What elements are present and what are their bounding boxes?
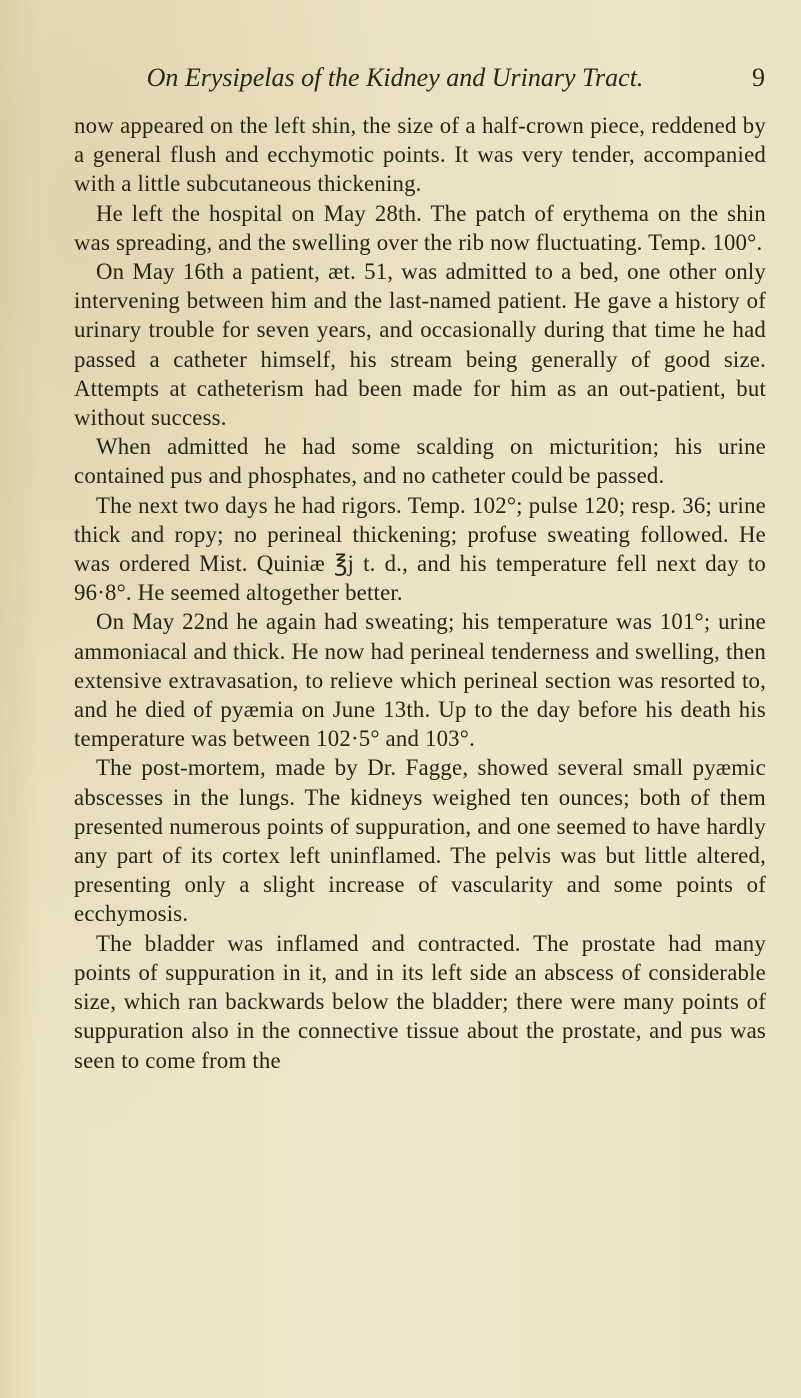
paragraph-bladder: The bladder was inflamed and contracted. The prostate had many points of suppuration in it, and in its left side an abscess of considerable size, which ran backwards below the bladder; there were many points of suppuration also in the connective tissue about the prostate, and pus was seen to come from the bbox=[74, 930, 766, 1073]
paragraph-discharge: He left the hospital on May 28th. The patch of erythema on the shin was spreading, and the swelling over the rib now fluctuating. Temp. 100°. bbox=[74, 200, 766, 255]
paragraph-admission: On May 16th a patient, æt. 51, was admitted to a bed, one other only intervening between him and the last-named patient. He gave a history of urinary trouble for seven years, and occasionally during that time he had passed a catheter himself, his stream being generally of good size. Attempts at catheterism had been made for him as an out-patient, but without success. bbox=[74, 259, 766, 431]
paragraph-when-admitted: When admitted he had some scalding on micturition; his urine contained pus and phosphates, and no catheter could be passed. bbox=[74, 434, 766, 489]
running-title: On Erysipelas of the Kidney and Urinary Tract. bbox=[146, 63, 644, 92]
paragraph-post-mortem: The post-mortem, made by Dr. Fagge, showed several small pyæmic abscesses in the lungs. The kidneys weighed ten ounces; both of them presented numerous points of suppuration, and one seemed to have hardly any part of its cortex left uninflamed. The pelvis was but little altered, presenting only a slight increase of vascularity and some points of ecchymosis. bbox=[74, 755, 766, 927]
body-text bbox=[74, 111, 766, 1075]
paragraph-continuation: now appeared on the left shin, the size of a half-crown piece, reddened by a general flush and ecchymotic points. It was very tender, accompanied with a little subcutaneous thickening. bbox=[74, 113, 766, 197]
paragraph-rigors: The next two days he had rigors. Temp. 102°; pulse 120; resp. 36; urine thick and ropy; no perineal thickening; profuse sweating followed. He was ordered Mist. Quiniæ ℥j t. d., and his temperature fell next day to 96·8°. He seemed altogether better. bbox=[74, 492, 766, 606]
running-head bbox=[0, 0, 801, 110]
page-number: 9 bbox=[752, 63, 765, 92]
paragraph-may-22: On May 22nd he again had sweating; his temperature was 101°; urine ammoniacal and thick. He now had perineal tenderness and swelling, then extensive extravasation, to relieve which perineal section was resorted to, and he died of pyæmia on June 13th. Up to the day before his death his temperature was between 102·5° and 103°. bbox=[74, 609, 766, 752]
